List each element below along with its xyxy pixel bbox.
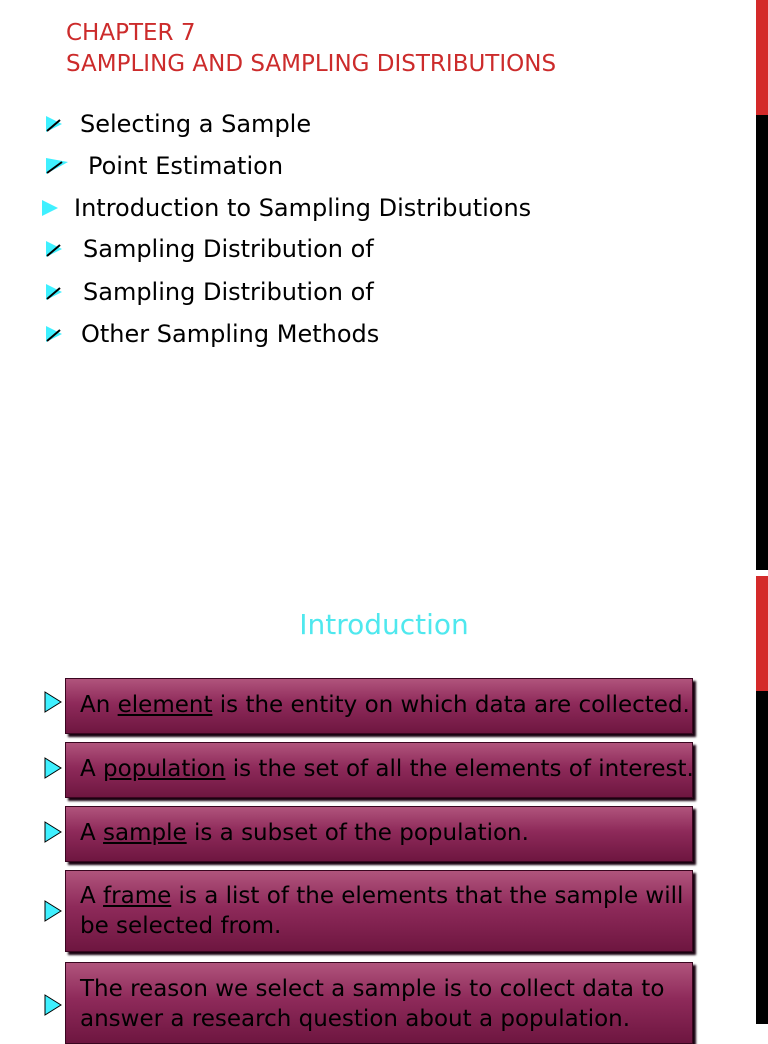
arrow-bullet-icon bbox=[44, 900, 62, 922]
arrow-bullet-icon bbox=[44, 114, 64, 134]
chapter-name: SAMPLING AND SAMPLING DISTRIBUTIONS bbox=[66, 51, 557, 77]
topic-item bbox=[44, 229, 374, 269]
topic-label: Sampling Distribution of bbox=[83, 278, 374, 306]
arrow-bullet-icon bbox=[44, 757, 62, 779]
arrow-bullet-icon bbox=[44, 239, 64, 259]
arrow-bullet-icon bbox=[44, 691, 62, 713]
topic-label: Point Estimation bbox=[88, 152, 284, 180]
definition-text: An element is the entity on which data are collected. bbox=[80, 692, 690, 718]
slide-2 bbox=[0, 576, 768, 1032]
topic-item bbox=[44, 272, 374, 312]
slide-edge-accent-black bbox=[756, 115, 768, 570]
topic-label: Introduction to Sampling Distributions bbox=[74, 194, 532, 222]
definition-text: The reason we select a sample is to collect data to answer a research question about a population. bbox=[80, 976, 665, 1032]
definition-text: A sample is a subset of the population. bbox=[80, 820, 529, 846]
chapter-title bbox=[66, 18, 556, 80]
topic-label: Sampling Distribution of bbox=[83, 235, 374, 263]
topic-item bbox=[40, 188, 531, 228]
arrow-bullet-icon bbox=[44, 156, 64, 176]
chapter-number: CHAPTER 7 bbox=[66, 20, 196, 46]
definition-text: A frame is a list of the elements that the sample will be selected from. bbox=[80, 883, 684, 939]
definition-text: A population is the set of all the elements of interest. bbox=[80, 756, 694, 782]
definition-term: population bbox=[103, 756, 226, 782]
arrow-bullet-icon bbox=[44, 324, 64, 344]
topic-label: Selecting a Sample bbox=[80, 110, 312, 138]
arrow-bullet-icon bbox=[40, 198, 60, 218]
topic-label: Other Sampling Methods bbox=[81, 320, 380, 348]
slide-edge-accent-red bbox=[756, 0, 768, 115]
definition-term: sample bbox=[103, 820, 187, 846]
arrow-bullet-icon bbox=[44, 282, 64, 302]
definition-term: element bbox=[117, 692, 213, 718]
arrow-bullet-icon bbox=[44, 994, 62, 1016]
topic-item bbox=[44, 146, 283, 186]
topic-item bbox=[44, 314, 379, 354]
definition-term: frame bbox=[103, 883, 172, 909]
slide-title: Introduction bbox=[299, 608, 469, 641]
arrow-bullet-icon bbox=[44, 821, 62, 843]
topic-item bbox=[44, 104, 311, 144]
